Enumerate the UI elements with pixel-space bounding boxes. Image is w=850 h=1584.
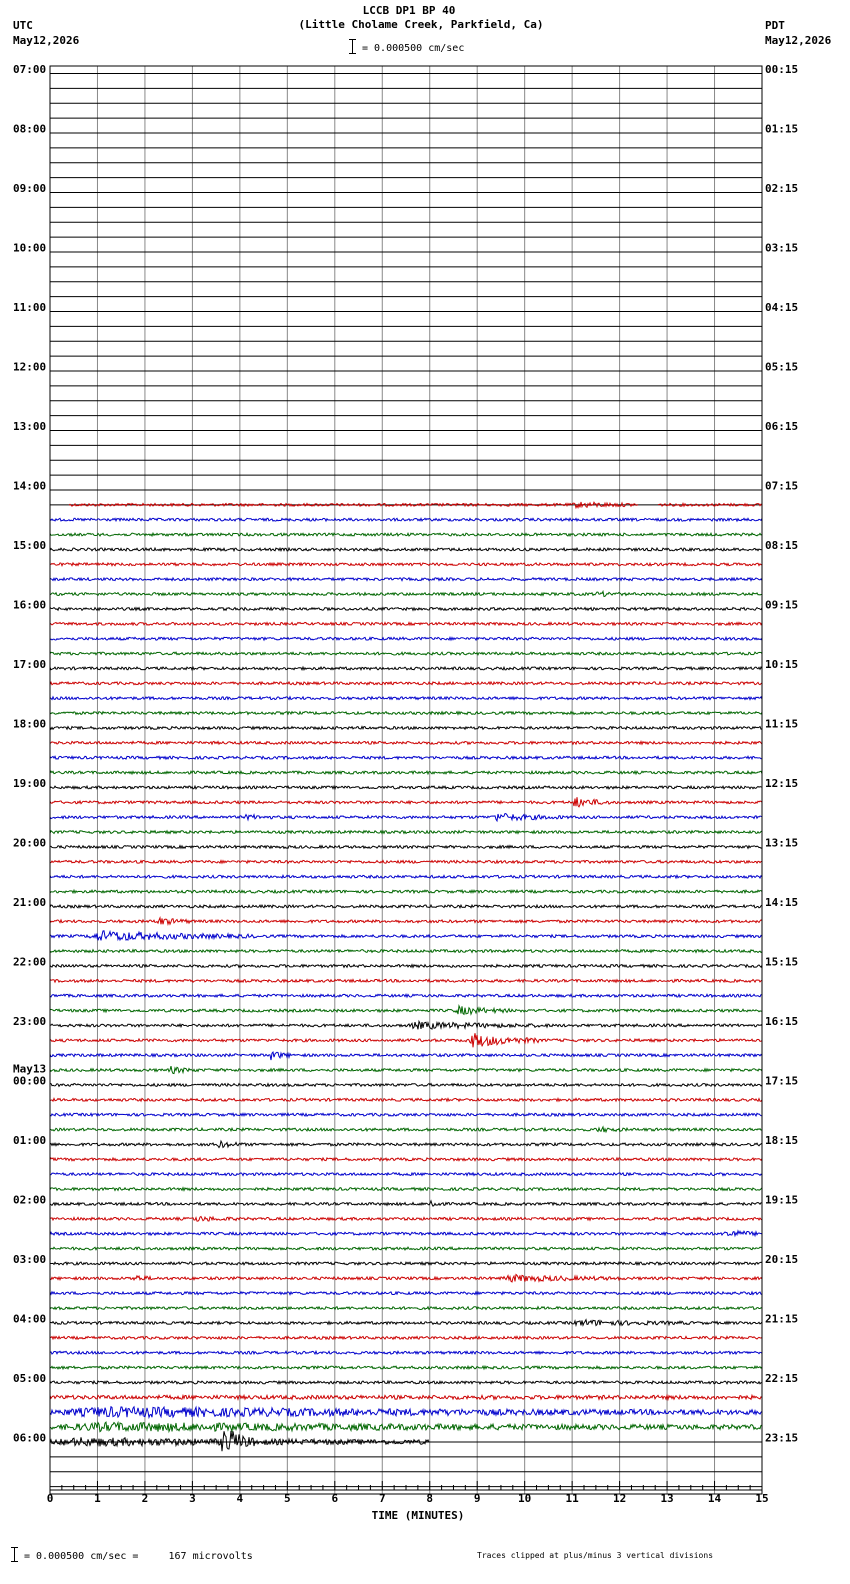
trace-row-45 <box>50 741 762 744</box>
right-hour-label: 19:15 <box>765 1193 799 1207</box>
trace-row-73 <box>50 1158 762 1161</box>
x-axis-title: TIME (MINUTES) <box>371 1509 465 1522</box>
trace-row-51 <box>50 831 762 834</box>
right-hour-label: 14:15 <box>765 896 799 909</box>
x-tick-label: 6 <box>331 1492 339 1505</box>
x-tick-label: 11 <box>565 1492 579 1505</box>
x-tick-label: 15 <box>755 1492 769 1505</box>
right-hour-label: 07:15 <box>765 479 799 493</box>
plot-frame <box>50 66 762 1494</box>
right-hour-label: 10:15 <box>765 658 799 671</box>
left-hour-label: 18:00 <box>13 717 47 731</box>
left-timezone-label: UTC <box>13 19 33 32</box>
right-hour-label: 01:15 <box>765 122 799 136</box>
right-hour-label: 16:15 <box>765 1015 799 1028</box>
x-tick-label: 13 <box>660 1492 674 1505</box>
trace-row-90 <box>50 1407 762 1418</box>
x-tick-label: 7 <box>378 1492 386 1505</box>
left-hour-label: 21:00 <box>13 896 47 909</box>
x-tick-label: 5 <box>284 1492 291 1505</box>
x-tick-label: 0 <box>46 1492 54 1505</box>
trace-row-53 <box>50 860 762 863</box>
left-hour-label: 04:00 <box>13 1312 47 1326</box>
trace-row-77 <box>50 1217 762 1222</box>
right-hour-label: 06:15 <box>765 420 799 433</box>
trace-row-50 <box>50 814 762 821</box>
trace-row-37 <box>50 622 762 625</box>
x-tick-label: 8 <box>426 1492 434 1505</box>
x-axis <box>47 1481 769 1505</box>
trace-row-86 <box>50 1351 762 1354</box>
trace-row-59 <box>50 950 762 953</box>
left-hour-label: 05:00 <box>13 1372 47 1385</box>
left-hour-label: 07:00 <box>13 63 47 76</box>
chart-title: LCCB DP1 BP 40 <box>362 4 456 17</box>
right-hour-label: 04:15 <box>765 301 799 314</box>
right-hour-label: 22:15 <box>765 1372 799 1385</box>
x-tick-label: 4 <box>236 1492 244 1505</box>
right-hour-label: 21:15 <box>765 1312 799 1326</box>
trace-row-67 <box>50 1066 762 1073</box>
footer-scale-text: = 0.000500 cm/sec = 167 microvolts <box>24 1551 253 1562</box>
trace-row-30 <box>50 518 762 521</box>
x-tick-label: 14 <box>707 1492 722 1505</box>
trace-row-48 <box>50 786 762 789</box>
left-hour-label: 23:00 <box>13 1015 47 1028</box>
trace-row-56 <box>50 905 762 908</box>
left-hour-label: 09:00 <box>13 182 47 195</box>
trace-row-46 <box>50 756 762 759</box>
left-hour-label: 22:00 <box>13 955 47 969</box>
chart-subtitle: (Little Cholame Creek, Parkfield, Ca) <box>298 18 544 31</box>
trace-row-60 <box>50 965 762 968</box>
trace-row-61 <box>50 979 762 982</box>
left-hour-label: 00:00 <box>13 1074 47 1088</box>
trace-row-80 <box>50 1262 762 1265</box>
left-hour-label: 16:00 <box>13 598 47 612</box>
right-hour-label: 05:15 <box>765 360 799 374</box>
trace-row-71 <box>50 1127 762 1132</box>
right-hour-label: 23:15 <box>765 1431 799 1445</box>
trace-row-76 <box>50 1201 762 1206</box>
left-hour-label: 08:00 <box>13 122 47 136</box>
trace-row-47 <box>50 771 762 774</box>
trace-row-35 <box>50 591 762 596</box>
trace-row-44 <box>50 727 762 730</box>
right-timezone-label: PDT <box>765 19 785 32</box>
trace-row-84 <box>50 1320 762 1326</box>
right-hour-label: 09:15 <box>765 598 799 612</box>
right-hour-label: 17:15 <box>765 1074 799 1088</box>
seismic-traces <box>50 73 762 1486</box>
right-date-label: May12,2026 <box>765 34 832 47</box>
x-tick-label: 1 <box>94 1492 101 1505</box>
trace-row-62 <box>50 994 762 997</box>
right-hour-label: 00:15 <box>765 63 799 76</box>
trace-row-64 <box>50 1021 762 1029</box>
left-hour-label: 10:00 <box>13 241 47 255</box>
trace-row-91 <box>50 1422 762 1431</box>
right-hour-label: 20:15 <box>765 1253 799 1266</box>
x-tick-label: 3 <box>189 1492 196 1505</box>
trace-row-38 <box>50 637 762 640</box>
left-hour-label: 19:00 <box>13 777 47 790</box>
left-hour-label: 11:00 <box>13 301 47 314</box>
trace-row-70 <box>50 1113 762 1116</box>
trace-row-68 <box>50 1084 762 1087</box>
trace-row-66 <box>50 1052 762 1060</box>
trace-row-88 <box>50 1381 762 1384</box>
left-hour-label: 14:00 <box>13 479 47 493</box>
hour-labels <box>13 63 798 1445</box>
trace-row-74 <box>50 1173 762 1176</box>
left-hour-label: 12:00 <box>13 360 47 374</box>
trace-row-81 <box>50 1275 762 1282</box>
left-hour-label: 03:00 <box>13 1253 47 1266</box>
right-hour-label: 11:15 <box>765 717 799 731</box>
right-hour-label: 03:15 <box>765 241 799 255</box>
trace-row-85 <box>50 1336 762 1339</box>
day-change-label: May13 <box>13 1062 47 1076</box>
right-hour-label: 13:15 <box>765 836 799 850</box>
header-scale-text: = 0.000500 cm/sec <box>362 43 465 54</box>
right-hour-label: 18:15 <box>765 1134 799 1147</box>
left-hour-label: 01:00 <box>13 1134 47 1147</box>
trace-row-82 <box>50 1292 762 1295</box>
trace-row-31 <box>50 533 762 536</box>
x-tick-label: 2 <box>141 1492 149 1505</box>
left-hour-label: 02:00 <box>13 1193 47 1207</box>
trace-row-43 <box>50 712 762 715</box>
trace-row-57 <box>50 918 762 924</box>
trace-row-83 <box>50 1307 762 1310</box>
footer-scale-bar-icon <box>10 1547 19 1562</box>
right-hour-label: 02:15 <box>765 182 799 195</box>
trace-row-49 <box>50 797 762 807</box>
right-hour-label: 08:15 <box>765 539 799 552</box>
trace-row-89 <box>50 1395 762 1399</box>
left-hour-label: 13:00 <box>13 420 47 433</box>
trace-row-40 <box>50 667 762 670</box>
trace-row-72 <box>50 1141 762 1148</box>
trace-row-78 <box>50 1231 762 1236</box>
trace-row-39 <box>50 652 762 655</box>
x-tick-label: 9 <box>473 1492 481 1505</box>
clip-note: Traces clipped at plus/minus 3 vertical divisions <box>477 1551 714 1560</box>
left-hour-label: 06:00 <box>13 1431 47 1445</box>
trace-row-41 <box>50 682 762 685</box>
right-hour-label: 12:15 <box>765 777 799 790</box>
trace-row-32 <box>50 548 762 551</box>
trace-row-58 <box>50 931 762 941</box>
trace-row-79 <box>50 1247 762 1250</box>
left-hour-label: 17:00 <box>13 658 47 671</box>
trace-row-34 <box>50 578 762 581</box>
trace-row-63 <box>50 1006 762 1015</box>
left-hour-label: 15:00 <box>13 539 47 552</box>
left-date-label: May12,2026 <box>13 34 80 47</box>
trace-row-55 <box>50 890 762 893</box>
trace-row-75 <box>50 1188 762 1191</box>
trace-row-69 <box>50 1098 762 1101</box>
trace-row-54 <box>50 875 762 878</box>
trace-row-42 <box>50 697 762 700</box>
trace-row-87 <box>50 1366 762 1369</box>
trace-row-65 <box>50 1033 762 1047</box>
trace-row-33 <box>50 563 762 566</box>
trace-row-36 <box>50 608 762 611</box>
left-hour-label: 20:00 <box>13 836 47 850</box>
trace-row-52 <box>50 846 762 849</box>
x-tick-label: 12 <box>612 1492 627 1505</box>
x-tick-label: 10 <box>518 1492 532 1505</box>
right-hour-label: 15:15 <box>765 955 799 969</box>
